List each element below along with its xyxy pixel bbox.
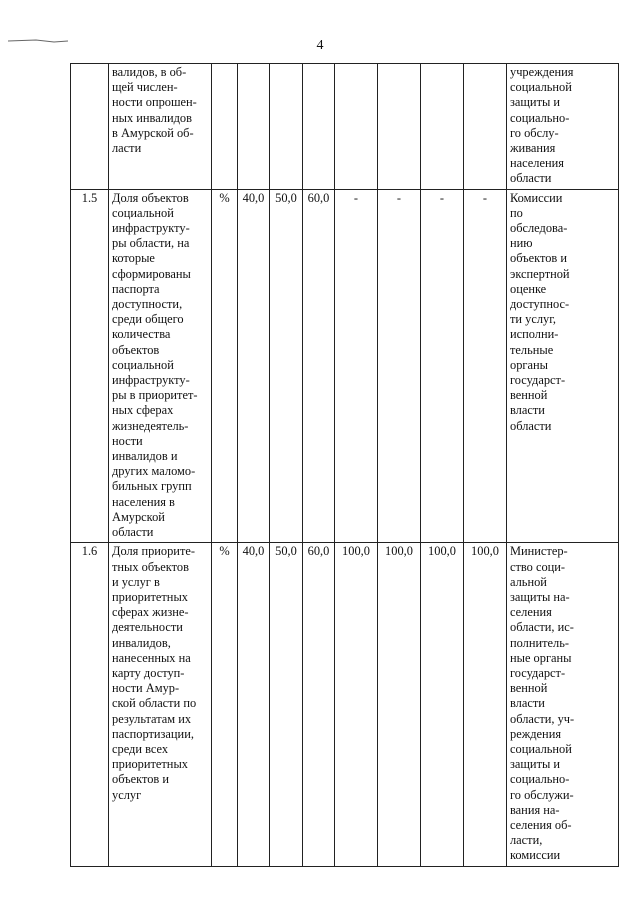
indicator-name-line: приоритетных <box>112 757 188 772</box>
value-cell: 100,0 <box>464 543 507 866</box>
responsible-cell-line: государст- <box>510 665 566 680</box>
responsible-cell-line: реждения <box>510 726 562 741</box>
responsible-cell-line: нию <box>510 236 533 251</box>
indicator-name-line: инвалидов, <box>112 635 171 650</box>
indicator-name-line: деятельности <box>112 620 183 635</box>
responsible-cell-line: обследова- <box>510 221 568 236</box>
indicator-name <box>109 189 212 543</box>
indicator-name-line: объектов и <box>112 772 169 787</box>
value-cell: 100,0 <box>421 543 464 866</box>
indicator-name-line: области <box>112 525 154 540</box>
indicator-name-line: социальной <box>112 205 174 220</box>
responsible-cell-line: ласти, <box>510 833 543 848</box>
responsible-cell-line: области, уч- <box>510 711 575 726</box>
value-cell <box>421 64 464 190</box>
row-number <box>71 64 109 190</box>
responsible-cell-line: ные органы <box>510 650 572 665</box>
indicator-name-line: ности Амур- <box>112 681 180 696</box>
indicator-name-line: услуг <box>112 787 142 802</box>
responsible-cell-line: социальной <box>510 741 572 756</box>
responsible-cell-line: области <box>510 171 552 186</box>
indicator-name-line: валидов, в об- <box>112 65 187 79</box>
responsible-cell-line: учреждения <box>510 65 574 79</box>
indicator-name-line: населения в <box>112 494 175 509</box>
indicator-name-line: тных объектов <box>112 559 189 574</box>
responsible-cell-line: экспертной <box>510 266 570 281</box>
table-row <box>71 64 619 190</box>
responsible-cell-line: ство соци- <box>510 559 566 574</box>
indicator-name-line: Амурской <box>112 509 165 524</box>
responsible-cell <box>507 64 619 190</box>
indicator-name-line: приоритетных <box>112 589 188 604</box>
responsible-cell <box>507 189 619 543</box>
responsible-cell-line: власти <box>510 403 545 418</box>
value-cell: - <box>464 189 507 543</box>
indicator-name-line: ры в приоритет- <box>112 388 198 403</box>
indicator-name-line: ской области по <box>112 696 197 711</box>
indicator-name-line: количества <box>112 327 171 342</box>
indicator-name-line: ласти <box>112 141 142 156</box>
value-cell: - <box>335 189 378 543</box>
responsible-cell-line: вания на- <box>510 802 560 817</box>
indicator-name-line: сформированы <box>112 266 191 281</box>
indicator-name-line: ности опрошен- <box>112 95 197 110</box>
responsible-cell-line: венной <box>510 681 548 696</box>
indicator-name-line: бильных групп <box>112 479 192 494</box>
responsible-cell-line: органы <box>510 357 548 372</box>
indicator-name-line: среди всех <box>112 741 169 756</box>
value-cell <box>378 64 421 190</box>
responsible-cell-line: ти услуг, <box>510 312 556 327</box>
indicator-name-line: Доля приорите- <box>112 544 195 559</box>
value-cell <box>335 64 378 190</box>
responsible-cell-line: Комиссии <box>510 190 563 205</box>
table-row <box>71 189 619 543</box>
indicator-name-line: ных инвалидов <box>112 110 192 125</box>
responsible-cell-line: селения <box>510 605 552 620</box>
value-cell: - <box>421 189 464 543</box>
indicator-name-line: других маломо- <box>112 464 196 479</box>
responsible-cell-line: власти <box>510 696 545 711</box>
value-cell: 100,0 <box>335 543 378 866</box>
indicator-name-line: объектов <box>112 342 160 357</box>
indicator-name-line: ности <box>112 433 143 448</box>
indicator-name <box>109 64 212 190</box>
responsible-cell-line: Министер- <box>510 544 568 559</box>
indicator-name-line: и услуг в <box>112 574 160 589</box>
responsible-cell-line: го обслужи- <box>510 787 574 802</box>
responsible-cell-line: живания <box>510 141 556 156</box>
indicator-name-line: нанесенных на <box>112 650 191 665</box>
responsible-cell-line: комиссии <box>510 848 561 863</box>
responsible-cell-line: населения <box>510 156 564 171</box>
page-number: 4 <box>316 38 324 53</box>
indicator-name <box>109 543 212 866</box>
indicator-name-line: паспортизации, <box>112 726 194 741</box>
value-cell <box>238 64 270 190</box>
unit-cell <box>212 64 238 190</box>
responsible-cell-line: тельные <box>510 342 554 357</box>
indicators-table <box>70 63 619 867</box>
indicator-name-line: Доля объектов <box>112 190 189 205</box>
responsible-cell-line: объектов и <box>510 251 567 266</box>
indicator-name-line: социальной <box>112 357 174 372</box>
responsible-cell-line: селения об- <box>510 817 572 832</box>
responsible-cell-line: по <box>510 205 523 220</box>
indicator-name-line: результатам их <box>112 711 192 726</box>
responsible-cell-line: оценке <box>510 281 547 296</box>
indicator-name-line: инфраструкту- <box>112 373 190 388</box>
indicator-name-line: карту доступ- <box>112 665 185 680</box>
indicator-name-line: сферах жизне- <box>112 605 189 620</box>
indicator-name-line: жизнедеятель- <box>112 418 189 433</box>
responsible-cell <box>507 543 619 866</box>
value-cell: 60,0 <box>303 543 335 866</box>
row-number: 1.6 <box>71 543 109 866</box>
indicator-name-line: в Амурской об- <box>112 125 194 140</box>
unit-cell: % <box>212 543 238 866</box>
responsible-cell-line: исполни- <box>510 327 559 342</box>
value-cell: 100,0 <box>378 543 421 866</box>
responsible-cell-line: социальной <box>510 80 572 95</box>
indicator-name-line: которые <box>112 251 155 266</box>
responsible-cell-line: го обслу- <box>510 125 559 140</box>
value-cell <box>464 64 507 190</box>
responsible-cell-line: полнитель- <box>510 635 569 650</box>
value-cell: 40,0 <box>238 543 270 866</box>
unit-cell: % <box>212 189 238 543</box>
value-cell: - <box>378 189 421 543</box>
responsible-cell-line: доступнос- <box>510 297 570 312</box>
responsible-cell-line: области <box>510 418 552 433</box>
value-cell: 40,0 <box>238 189 270 543</box>
responsible-cell-line: защиты и <box>510 757 561 772</box>
responsible-cell-line: государст- <box>510 373 566 388</box>
responsible-cell-line: венной <box>510 388 548 403</box>
responsible-cell-line: защиты и <box>510 95 561 110</box>
row-number: 1.5 <box>71 189 109 543</box>
indicator-name-line: ры области, на <box>112 236 190 251</box>
indicator-name-line: доступности, <box>112 297 183 312</box>
value-cell: 50,0 <box>270 189 303 543</box>
indicator-name-line: среди общего <box>112 312 184 327</box>
indicator-name-line: щей числен- <box>112 80 178 95</box>
indicator-name-line: инвалидов и <box>112 449 178 464</box>
value-cell <box>303 64 335 190</box>
indicator-name-line: инфраструкту- <box>112 221 190 236</box>
indicator-name-line: ных сферах <box>112 403 174 418</box>
indicator-name-line: паспорта <box>112 281 160 296</box>
responsible-cell-line: защиты на- <box>510 589 570 604</box>
responsible-cell-line: области, ис- <box>510 620 574 635</box>
table-row <box>71 543 619 866</box>
responsible-cell-line: социально- <box>510 110 570 125</box>
value-cell: 60,0 <box>303 189 335 543</box>
value-cell <box>270 64 303 190</box>
value-cell: 50,0 <box>270 543 303 866</box>
responsible-cell-line: альной <box>510 574 547 589</box>
responsible-cell-line: социально- <box>510 772 570 787</box>
